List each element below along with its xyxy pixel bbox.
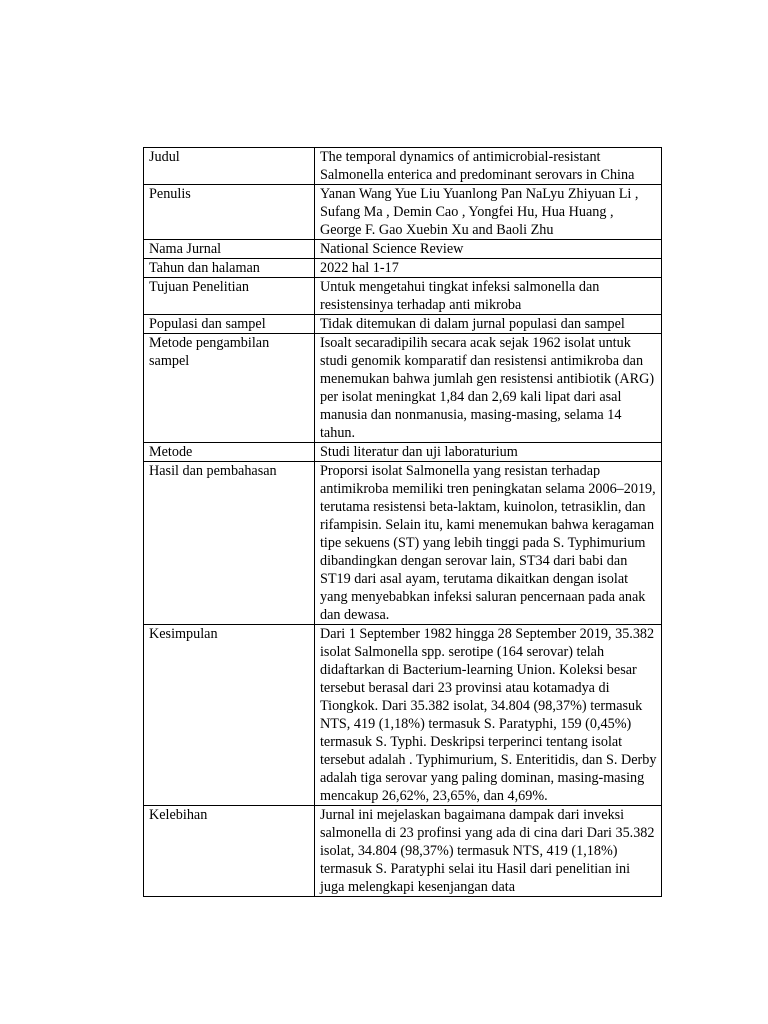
row-label: Nama Jurnal [144,240,315,259]
row-label: Kesimpulan [144,625,315,806]
table-row-kelebihan [144,806,662,897]
row-label: Hasil dan pembahasan [144,462,315,625]
table-row-kesimpulan [144,625,662,806]
row-value: Untuk mengetahui tingkat infeksi salmonella dan resistensinya terhadap anti mikroba [314,278,661,315]
table-row-hasil-pembahasan [144,462,662,625]
journal-review-table [143,147,662,897]
row-value: Jurnal ini mejelaskan bagaimana dampak dari inveksi salmonella di 23 profinsi yang ada di cina dari Dari 35.382 isolat, 34.804 (98,37%) termasuk NTS, 419 (1,18%) termasuk S. Paratyphi selai itu Hasil dari penelitian ini juga melengkapi kesenjangan data [314,806,661,897]
row-label: Penulis [144,185,315,240]
row-value: Dari 1 September 1982 hingga 28 September 2019, 35.382 isolat Salmonella spp. serotipe (164 serovar) telah didaftarkan di Bacterium-learning Union. Koleksi besar tersebut berasal dari 23 provinsi atau kotamadya di Tiongkok. Dari 35.382 isolat, 34.804 (98,37%) termasuk NTS, 419 (1,18%) termasuk S. Paratyphi, 159 (0,45%) termasuk S. Typhi. Deskripsi terperinci tentang isolat tersebut adalah . Typhimurium, S. Enteritidis, dan S. Derby adalah tiga serovar yang paling dominan, masing-masing mencakup 26,62%, 23,65%, dan 4,69%. [314,625,661,806]
row-value: Isoalt secaradipilih secara acak sejak 1962 isolat untuk studi genomik komparatif dan resistensi antimikroba dan menemukan bahwa jumlah gen resistensi antibiotik (ARG) per isolat meningkat 1,84 dan 2,69 kali lipat dari asal manusia dan nonmanusia, masing-masing, selama 14 tahun. [314,334,661,443]
row-label: Metode [144,443,315,462]
row-label: Tujuan Penelitian [144,278,315,315]
row-value: 2022 hal 1-17 [314,259,661,278]
row-label: Tahun dan halaman [144,259,315,278]
row-value: Yanan Wang Yue Liu Yuanlong Pan NaLyu Zhiyuan Li , Sufang Ma , Demin Cao , Yongfei Hu, Hua Huang , George F. Gao Xuebin Xu and Baoli Zhu [314,185,661,240]
table-row-tujuan-penelitian [144,278,662,315]
row-value: National Science Review [314,240,661,259]
table-row-tahun-halaman [144,259,662,278]
table-row-penulis [144,185,662,240]
row-label: Populasi dan sampel [144,315,315,334]
row-label: Judul [144,148,315,185]
row-label: Kelebihan [144,806,315,897]
row-label: Metode pengambilan sampel [144,334,315,443]
row-value: Studi literatur dan uji laboraturium [314,443,661,462]
table-row-nama-jurnal [144,240,662,259]
table-row-judul [144,148,662,185]
table-row-populasi-sampel [144,315,662,334]
table-row-metode [144,443,662,462]
row-value: The temporal dynamics of antimicrobial-resistant Salmonella enterica and predominant serovars in China [314,148,661,185]
row-value: Proporsi isolat Salmonella yang resistan terhadap antimikroba memiliki tren peningkatan selama 2006–2019, terutama resistensi beta-laktam, kuinolon, tetrasiklin, dan rifampisin. Selain itu, kami menemukan bahwa keragaman tipe sekuens (ST) yang lebih tinggi pada S. Typhimurium dibandingkan dengan serovar lain, ST34 dari babi dan ST19 dari asal ayam, terutama dikaitkan dengan isolat yang menyebabkan infeksi saluran pencernaan pada anak dan dewasa. [314,462,661,625]
row-value: Tidak ditemukan di dalam jurnal populasi dan sampel [314,315,661,334]
table-row-metode-pengambilan-sampel [144,334,662,443]
